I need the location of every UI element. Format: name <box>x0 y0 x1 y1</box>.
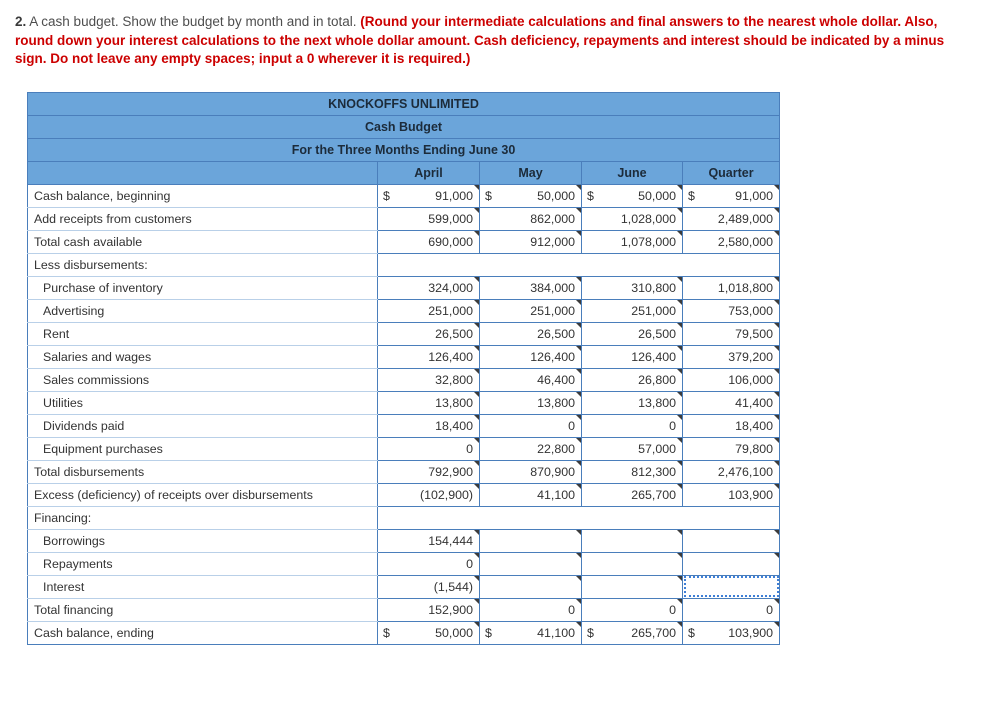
table-row-total-cash-available <box>28 230 780 253</box>
answer-marker-icon <box>576 415 581 420</box>
cell-value: 0 <box>568 602 575 617</box>
answer-marker-icon <box>474 231 479 236</box>
cell-may-total-financing[interactable] <box>480 598 582 621</box>
cell-june-total-disbursements[interactable] <box>582 460 683 483</box>
row-label-excess-deficiency-of-receipts-over-disbursements: Excess (deficiency) of receipts over disbursements <box>28 483 378 506</box>
row-label-total-cash-available: Total cash available <box>28 230 378 253</box>
cell-quarter-total-disbursements[interactable] <box>683 460 780 483</box>
cell-value: 324,000 <box>428 280 473 295</box>
cell-value: 103,900 <box>728 487 774 502</box>
cell-april-advertising[interactable] <box>378 299 480 322</box>
dollar-sign: $ <box>688 188 695 203</box>
table-row-rent <box>28 322 780 345</box>
cell-may-cash-balance-beginning[interactable] <box>480 184 582 207</box>
row-label-less-disbursements: Less disbursements: <box>28 253 378 276</box>
cell-value: 103,900 <box>728 625 774 640</box>
row-label-dividends-paid: Dividends paid <box>28 414 378 437</box>
table-row-utilities <box>28 391 780 414</box>
row-label-repayments: Repayments <box>28 552 378 575</box>
answer-marker-icon <box>774 461 779 466</box>
cell-value: 1,028,000 <box>620 211 676 226</box>
cell-april-add-receipts-from-customers[interactable] <box>378 207 480 230</box>
cell-may-excess-deficiency-of-receipts-over-disbursements[interactable] <box>480 483 582 506</box>
cell-value: 18,400 <box>735 418 774 433</box>
answer-marker-icon <box>474 369 479 374</box>
row-label-cash-balance-ending: Cash balance, ending <box>28 621 378 644</box>
answer-marker-icon <box>474 530 479 535</box>
answer-marker-icon <box>774 530 779 535</box>
statement-title: Cash Budget <box>28 115 780 138</box>
cell-june-rent[interactable] <box>582 322 683 345</box>
cell-quarter-borrowings[interactable] <box>683 529 780 552</box>
cell-quarter-excess-deficiency-of-receipts-over-disbursements[interactable] <box>683 483 780 506</box>
cell-value: 870,900 <box>530 464 575 479</box>
cell-value: 106,000 <box>728 372 774 387</box>
row-label-borrowings: Borrowings <box>28 529 378 552</box>
cell-value: 154,444 <box>428 533 473 548</box>
cell-april-total-disbursements[interactable] <box>378 460 480 483</box>
cell-value: 1,018,800 <box>717 280 774 295</box>
column-header-may: May <box>480 161 582 184</box>
cell-quarter-interest[interactable] <box>683 575 780 598</box>
answer-marker-icon <box>677 438 682 443</box>
table-row-salaries-and-wages <box>28 345 780 368</box>
dollar-sign: $ <box>688 625 695 640</box>
answer-marker-icon <box>774 346 779 351</box>
cell-april-equipment-purchases[interactable] <box>378 437 480 460</box>
row-label-utilities: Utilities <box>28 391 378 414</box>
dollar-sign: $ <box>485 625 492 640</box>
answer-marker-icon <box>677 392 682 397</box>
cell-value: 32,800 <box>435 372 473 387</box>
table-row-excess-deficiency-of-receipts-over-disbursements <box>28 483 780 506</box>
cell-june-cash-balance-ending[interactable] <box>582 621 683 644</box>
cell-value: 384,000 <box>530 280 575 295</box>
cell-value: 0 <box>669 602 676 617</box>
row-label-cash-balance-beginning: Cash balance, beginning <box>28 184 378 207</box>
answer-marker-icon <box>576 300 581 305</box>
answer-marker-icon <box>576 599 581 604</box>
row-label-add-receipts-from-customers: Add receipts from customers <box>28 207 378 230</box>
cell-april-interest[interactable] <box>378 575 480 598</box>
cell-value: 792,900 <box>428 464 473 479</box>
cell-april-cash-balance-ending[interactable] <box>378 621 480 644</box>
cell-value: 41,100 <box>537 625 575 640</box>
cell-april-purchase-of-inventory[interactable] <box>378 276 480 299</box>
answer-marker-icon <box>474 392 479 397</box>
cell-value: 46,400 <box>537 372 575 387</box>
cell-quarter-add-receipts-from-customers[interactable] <box>683 207 780 230</box>
cell-june-cash-balance-beginning[interactable] <box>582 184 683 207</box>
table-header <box>28 92 780 184</box>
answer-marker-icon <box>677 323 682 328</box>
cell-april-rent[interactable] <box>378 322 480 345</box>
table-row-equipment-purchases <box>28 437 780 460</box>
answer-marker-icon <box>576 461 581 466</box>
answer-marker-icon <box>474 277 479 282</box>
answer-marker-icon <box>677 553 682 558</box>
answer-marker-icon <box>576 392 581 397</box>
cell-value: 1,078,000 <box>620 234 676 249</box>
answer-marker-icon <box>576 369 581 374</box>
cell-value: 13,800 <box>537 395 575 410</box>
answer-marker-icon <box>474 484 479 489</box>
cell-april-total-cash-available[interactable] <box>378 230 480 253</box>
cell-value: 265,700 <box>631 487 676 502</box>
problem-instructions <box>15 13 968 69</box>
cell-june-purchase-of-inventory[interactable] <box>582 276 683 299</box>
cell-june-add-receipts-from-customers[interactable] <box>582 207 683 230</box>
cell-value: 265,700 <box>631 625 676 640</box>
dollar-sign: $ <box>587 188 594 203</box>
answer-marker-icon <box>474 461 479 466</box>
cell-value: 599,000 <box>428 211 473 226</box>
answer-marker-icon <box>677 346 682 351</box>
answer-marker-icon <box>474 185 479 190</box>
cash-budget-table <box>27 92 780 645</box>
answer-marker-icon <box>576 231 581 236</box>
cell-april-salaries-and-wages[interactable] <box>378 345 480 368</box>
answer-marker-icon <box>576 277 581 282</box>
cell-june-dividends-paid[interactable] <box>582 414 683 437</box>
answer-marker-icon <box>677 185 682 190</box>
answer-marker-icon <box>474 622 479 627</box>
empty-area-june-financing <box>582 506 683 529</box>
company-name-row <box>28 92 780 115</box>
answer-marker-icon <box>774 277 779 282</box>
cell-may-total-cash-available[interactable] <box>480 230 582 253</box>
cell-value: 41,100 <box>537 487 575 502</box>
cell-may-repayments[interactable] <box>480 552 582 575</box>
answer-marker-icon <box>576 185 581 190</box>
answer-marker-icon <box>677 461 682 466</box>
answer-marker-icon <box>774 323 779 328</box>
cell-quarter-utilities[interactable] <box>683 391 780 414</box>
table-row-total-disbursements <box>28 460 780 483</box>
empty-area-april-financing <box>378 506 480 529</box>
table-row-interest <box>28 575 780 598</box>
answer-marker-icon <box>774 300 779 305</box>
answer-marker-icon <box>677 622 682 627</box>
cell-quarter-purchase-of-inventory[interactable] <box>683 276 780 299</box>
table-row-dividends-paid <box>28 414 780 437</box>
cell-may-dividends-paid[interactable] <box>480 414 582 437</box>
cell-june-total-financing[interactable] <box>582 598 683 621</box>
cell-value: 251,000 <box>428 303 473 318</box>
cell-june-utilities[interactable] <box>582 391 683 414</box>
empty-area-quarter-less-disbursements <box>683 253 780 276</box>
statement-title-row <box>28 115 780 138</box>
row-label-rent: Rent <box>28 322 378 345</box>
cell-april-repayments[interactable] <box>378 552 480 575</box>
cell-april-total-financing[interactable] <box>378 598 480 621</box>
table-body <box>28 184 780 644</box>
answer-marker-icon <box>576 438 581 443</box>
row-label-salaries-and-wages: Salaries and wages <box>28 345 378 368</box>
cell-value: (102,900) <box>419 487 473 502</box>
answer-marker-icon <box>576 484 581 489</box>
answer-marker-icon <box>576 346 581 351</box>
answer-marker-icon <box>774 415 779 420</box>
answer-marker-icon <box>576 323 581 328</box>
cell-june-interest[interactable] <box>582 575 683 598</box>
cell-value: 310,800 <box>631 280 676 295</box>
answer-marker-icon <box>774 553 779 558</box>
rounding-instructions: (Round your intermediate calculations and final answers to the nearest whole dollar. Also, round down your interest calculations to the next whole dollar amount. Cash deficiency, repayments and interest should be indicated by a minus sign. Do not leave any empty spaces; input a 0 wherever it is required.) <box>15 14 945 67</box>
cell-value: 862,000 <box>530 211 575 226</box>
cell-may-borrowings[interactable] <box>480 529 582 552</box>
problem-text: A cash budget. Show the budget by month and in total. <box>29 14 357 29</box>
answer-marker-icon <box>474 599 479 604</box>
answer-marker-icon <box>576 553 581 558</box>
cell-value: 0 <box>766 602 774 617</box>
empty-area-june-less-disbursements <box>582 253 683 276</box>
cell-value: 2,489,000 <box>717 211 774 226</box>
table-row-repayments <box>28 552 780 575</box>
cell-april-sales-commissions[interactable] <box>378 368 480 391</box>
cell-value: 26,500 <box>537 326 575 341</box>
empty-area-quarter-financing <box>683 506 780 529</box>
cell-june-repayments[interactable] <box>582 552 683 575</box>
period-title: For the Three Months Ending June 30 <box>28 138 780 161</box>
cell-june-equipment-purchases[interactable] <box>582 437 683 460</box>
answer-marker-icon <box>774 438 779 443</box>
cell-quarter-sales-commissions[interactable] <box>683 368 780 391</box>
table-row-total-financing <box>28 598 780 621</box>
cell-value: 251,000 <box>631 303 676 318</box>
answer-marker-icon <box>677 415 682 420</box>
cell-value: 18,400 <box>435 418 473 433</box>
column-header-quarter: Quarter <box>683 161 780 184</box>
cell-value: 50,000 <box>638 188 676 203</box>
cell-june-salaries-and-wages[interactable] <box>582 345 683 368</box>
answer-marker-icon <box>576 530 581 535</box>
table-row-sales-commissions <box>28 368 780 391</box>
row-label-sales-commissions: Sales commissions <box>28 368 378 391</box>
empty-area-april-less-disbursements <box>378 253 480 276</box>
cell-value: 126,400 <box>428 349 473 364</box>
cell-april-borrowings[interactable] <box>378 529 480 552</box>
cell-quarter-dividends-paid[interactable] <box>683 414 780 437</box>
cell-value: 2,476,100 <box>717 464 774 479</box>
row-label-financing: Financing: <box>28 506 378 529</box>
dollar-sign: $ <box>485 188 492 203</box>
cell-may-salaries-and-wages[interactable] <box>480 345 582 368</box>
dollar-sign: $ <box>383 188 390 203</box>
row-label-advertising: Advertising <box>28 299 378 322</box>
table-row-purchase-of-inventory <box>28 276 780 299</box>
table-row-add-receipts-from-customers <box>28 207 780 230</box>
column-header-row <box>28 161 780 184</box>
cell-value: 0 <box>568 418 575 433</box>
page <box>0 13 982 645</box>
answer-marker-icon <box>774 231 779 236</box>
cell-quarter-salaries-and-wages[interactable] <box>683 345 780 368</box>
empty-area-may-financing <box>480 506 582 529</box>
answer-marker-icon <box>474 576 479 581</box>
answer-marker-icon <box>576 208 581 213</box>
answer-marker-icon <box>677 530 682 535</box>
company-name: KNOCKOFFS UNLIMITED <box>28 92 780 115</box>
answer-marker-icon <box>774 484 779 489</box>
cell-value: 2,580,000 <box>717 234 774 249</box>
cell-may-total-disbursements[interactable] <box>480 460 582 483</box>
cell-value: 91,000 <box>735 188 774 203</box>
column-header-april: April <box>378 161 480 184</box>
cell-quarter-cash-balance-ending[interactable] <box>683 621 780 644</box>
cell-june-total-cash-available[interactable] <box>582 230 683 253</box>
answer-marker-icon <box>774 599 779 604</box>
table-row-financing <box>28 506 780 529</box>
answer-marker-icon <box>774 622 779 627</box>
cell-value: 26,500 <box>638 326 676 341</box>
cell-may-sales-commissions[interactable] <box>480 368 582 391</box>
cell-value: 690,000 <box>428 234 473 249</box>
cell-value: 152,900 <box>428 602 473 617</box>
cell-may-equipment-purchases[interactable] <box>480 437 582 460</box>
cell-value: 812,300 <box>631 464 676 479</box>
cell-value: 41,400 <box>735 395 774 410</box>
answer-marker-icon <box>474 415 479 420</box>
answer-marker-icon <box>677 576 682 581</box>
cell-value: 0 <box>669 418 676 433</box>
answer-marker-icon <box>677 231 682 236</box>
cell-value: 0 <box>466 556 473 571</box>
cell-quarter-total-financing[interactable] <box>683 598 780 621</box>
row-label-purchase-of-inventory: Purchase of inventory <box>28 276 378 299</box>
dollar-sign: $ <box>587 625 594 640</box>
answer-marker-icon <box>774 185 779 190</box>
cell-may-utilities[interactable] <box>480 391 582 414</box>
cell-value: 26,500 <box>435 326 473 341</box>
cell-april-utilities[interactable] <box>378 391 480 414</box>
period-title-row <box>28 138 780 161</box>
dollar-sign: $ <box>383 625 390 640</box>
cell-june-sales-commissions[interactable] <box>582 368 683 391</box>
cell-value: 22,800 <box>537 441 575 456</box>
answer-marker-icon <box>576 622 581 627</box>
row-label-equipment-purchases: Equipment purchases <box>28 437 378 460</box>
cell-value: 50,000 <box>537 188 575 203</box>
answer-marker-icon <box>774 392 779 397</box>
cell-may-advertising[interactable] <box>480 299 582 322</box>
cell-value: 91,000 <box>435 188 473 203</box>
cell-june-excess-deficiency-of-receipts-over-disbursements[interactable] <box>582 483 683 506</box>
answer-marker-icon <box>774 208 779 213</box>
answer-marker-icon <box>474 300 479 305</box>
problem-number: 2. <box>15 14 27 29</box>
cell-quarter-total-cash-available[interactable] <box>683 230 780 253</box>
table-row-borrowings <box>28 529 780 552</box>
answer-marker-icon <box>474 208 479 213</box>
cell-april-dividends-paid[interactable] <box>378 414 480 437</box>
cell-value: 251,000 <box>530 303 575 318</box>
answer-marker-icon <box>474 346 479 351</box>
row-label-interest: Interest <box>28 575 378 598</box>
cell-value: 57,000 <box>638 441 676 456</box>
cell-value: 912,000 <box>530 234 575 249</box>
cell-value: 753,000 <box>728 303 774 318</box>
answer-marker-icon <box>677 369 682 374</box>
cell-value: 79,500 <box>735 326 774 341</box>
table-row-cash-balance-ending <box>28 621 780 644</box>
cell-value: 13,800 <box>435 395 473 410</box>
row-label-total-financing: Total financing <box>28 598 378 621</box>
cell-quarter-rent[interactable] <box>683 322 780 345</box>
cell-may-cash-balance-ending[interactable] <box>480 621 582 644</box>
column-header-blank <box>28 161 378 184</box>
answer-marker-icon <box>474 553 479 558</box>
cell-april-cash-balance-beginning[interactable] <box>378 184 480 207</box>
column-header-june: June <box>582 161 683 184</box>
cell-value: (1,544) <box>433 579 473 594</box>
cell-june-advertising[interactable] <box>582 299 683 322</box>
cell-june-borrowings[interactable] <box>582 529 683 552</box>
cell-quarter-cash-balance-beginning[interactable] <box>683 184 780 207</box>
cell-april-excess-deficiency-of-receipts-over-disbursements[interactable] <box>378 483 480 506</box>
answer-marker-icon <box>677 300 682 305</box>
cell-value: 126,400 <box>631 349 676 364</box>
answer-marker-icon <box>474 438 479 443</box>
row-label-total-disbursements: Total disbursements <box>28 460 378 483</box>
answer-marker-icon <box>774 369 779 374</box>
answer-marker-icon <box>474 323 479 328</box>
table-row-advertising <box>28 299 780 322</box>
cell-quarter-equipment-purchases[interactable] <box>683 437 780 460</box>
cell-value: 379,200 <box>728 349 774 364</box>
cell-quarter-repayments[interactable] <box>683 552 780 575</box>
cell-quarter-advertising[interactable] <box>683 299 780 322</box>
answer-marker-icon <box>677 277 682 282</box>
cell-value: 26,800 <box>638 372 676 387</box>
cell-value: 0 <box>466 441 473 456</box>
empty-area-may-less-disbursements <box>480 253 582 276</box>
cell-value: 50,000 <box>435 625 473 640</box>
cell-value: 13,800 <box>638 395 676 410</box>
table-row-cash-balance-beginning <box>28 184 780 207</box>
answer-marker-icon <box>576 576 581 581</box>
answer-marker-icon <box>677 208 682 213</box>
cell-value: 79,800 <box>735 441 774 456</box>
cell-may-purchase-of-inventory[interactable] <box>480 276 582 299</box>
cell-may-rent[interactable] <box>480 322 582 345</box>
answer-marker-icon <box>677 484 682 489</box>
answer-marker-icon <box>677 599 682 604</box>
cell-value: 126,400 <box>530 349 575 364</box>
table-row-less-disbursements <box>28 253 780 276</box>
cell-may-interest[interactable] <box>480 575 582 598</box>
cell-may-add-receipts-from-customers[interactable] <box>480 207 582 230</box>
